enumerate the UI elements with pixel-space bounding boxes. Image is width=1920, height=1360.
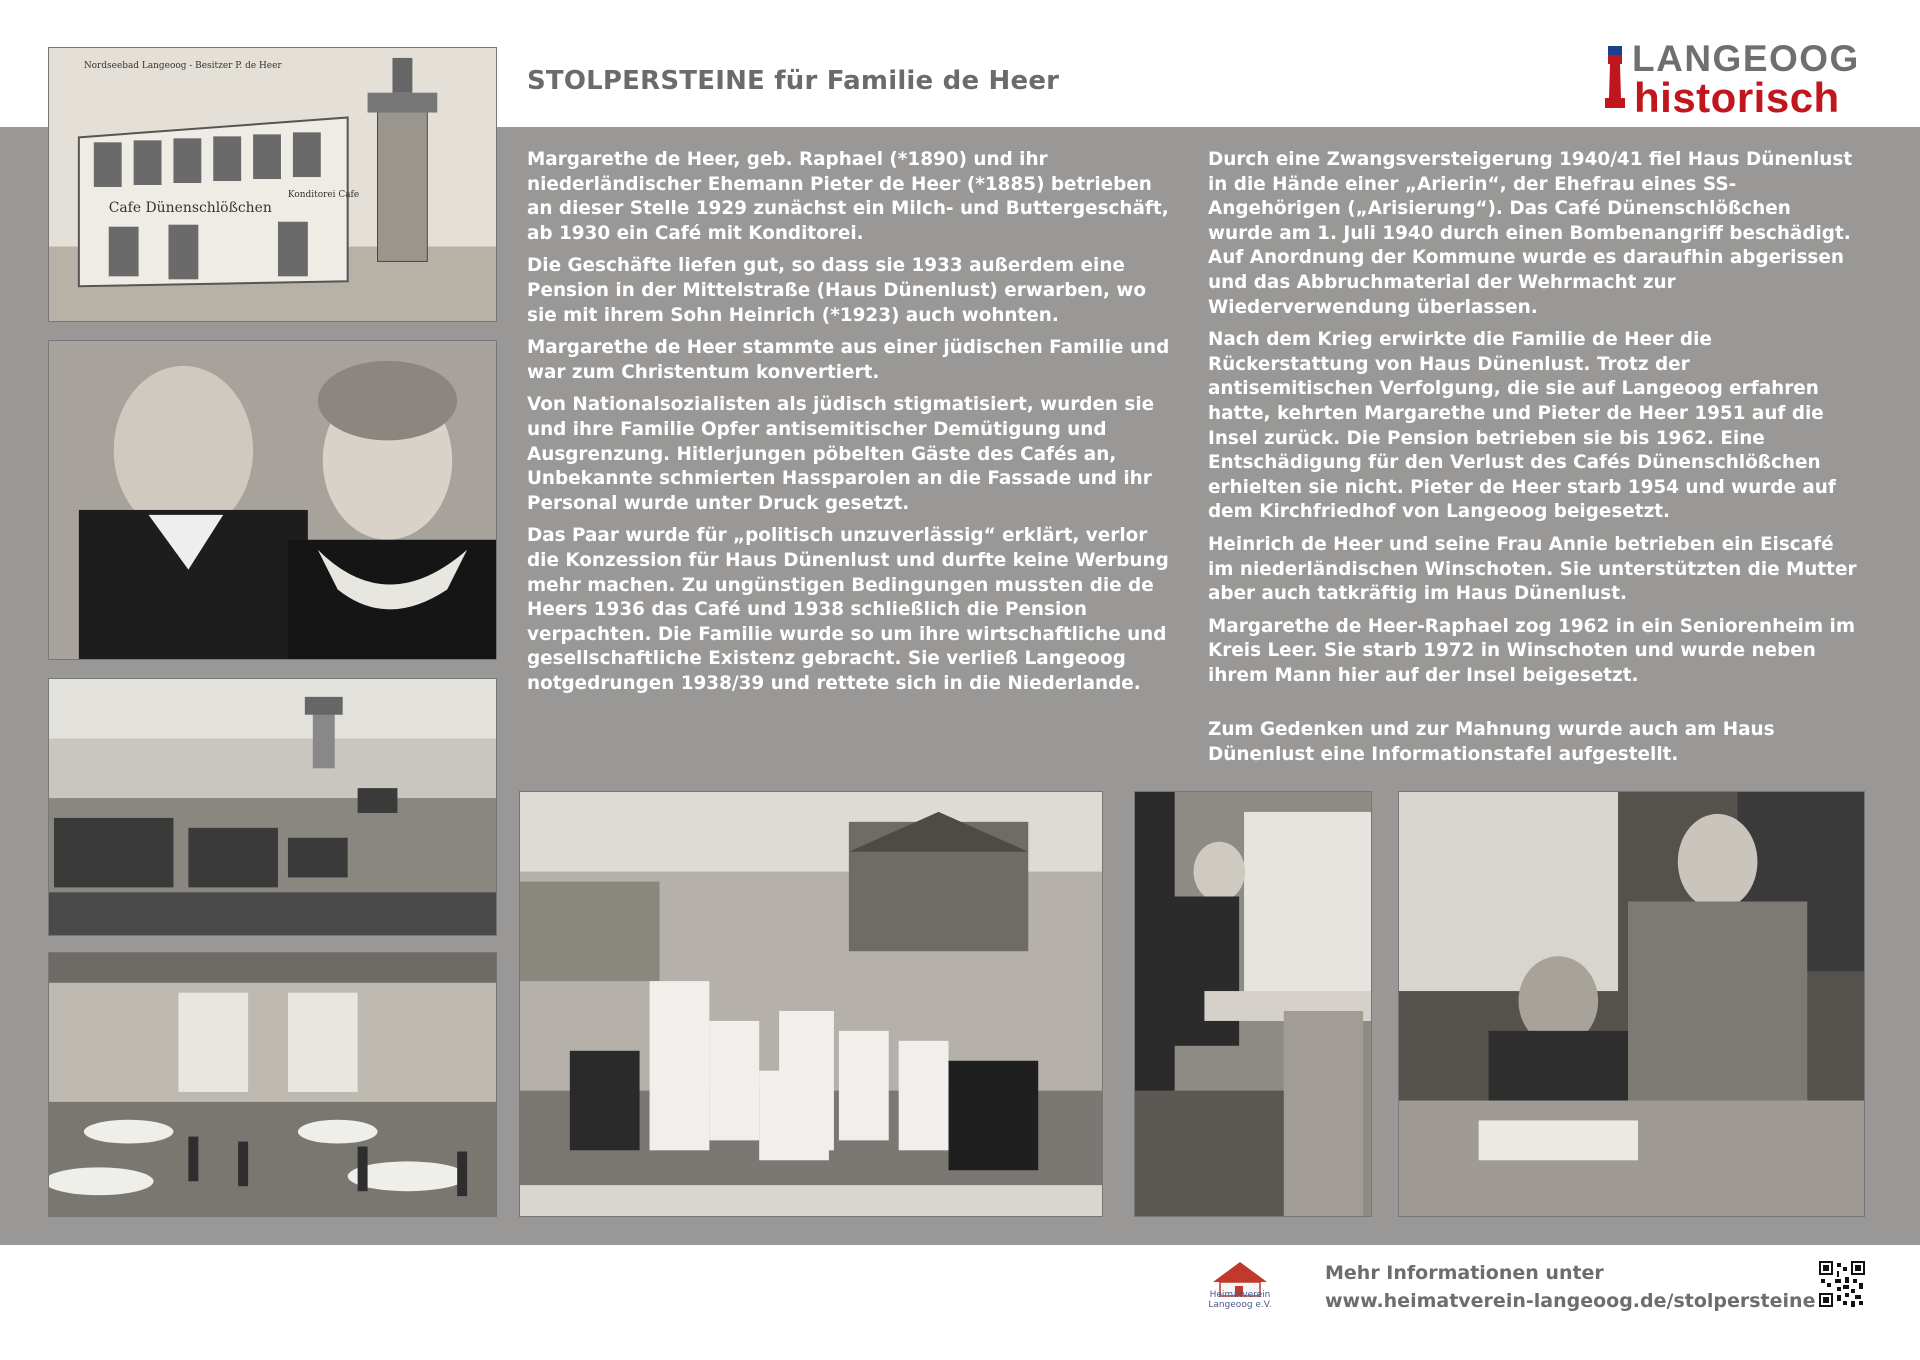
- paragraph: Margarethe de Heer-Raphael zog 1962 in ein Seniorenheim im Kreis Leer. Sie starb 1972 in Winschoten und wurde neben ihrem Mann hier auf der Insel beigesetzt.: [1208, 615, 1856, 686]
- photo-staff-group: [519, 791, 1103, 1217]
- photo-village-aerial: [48, 678, 497, 936]
- text-column-right: [1208, 148, 1858, 776]
- paragraph: Margarethe de Heer stammte aus einer jüdischen Familie und war zum Christentum konvertiert.: [527, 337, 1170, 383]
- lighthouse-flag-icon: [1600, 38, 1626, 118]
- paragraph: Durch eine Zwangsversteigerung 1940/41 fiel Haus Dünenlust in die Hände einer „Arierin“, der Ehefrau eines SS-Angehörigen („Arisierung“). Das Café Dünenschlößchen wurde am 1. Juli 1940 durch einen Bombenangriff beschädigt. Auf Anordnung der Kommune wurde es daraufhin abgerissen und das Abbruchmaterial der Wehrmacht zur Wiederverwendung überlassen.: [1208, 149, 1853, 318]
- paragraph: Von Nationalsozialisten als jüdisch stigmatisiert, wurden sie und ihre Familie Opfer antisemitischer Demütigung und Ausgrenzung. Hitlerjungen pöbelten Gäste des Cafés an, Unbekannte schmierten Hassparolen an die Fassade und ihr Personal wurde unter Druck gesetzt.: [527, 394, 1155, 514]
- photo-boy-at-window: [1134, 791, 1372, 1217]
- logo-text-historisch: historisch: [1634, 74, 1840, 121]
- text-column-left: [527, 148, 1177, 704]
- cafe-sign: Cafe Dünenschlößchen: [108, 199, 272, 216]
- konditorei-sign: Konditorei Cafe: [287, 189, 360, 200]
- paragraph: Heinrich de Heer und seine Frau Annie betrieben ein Eiscafé im niederländischen Winschoten. Sie unterstützten die Mutter aber auch tatkräftig im Haus Dünenlust.: [1208, 533, 1857, 605]
- langeoog-historisch-logo: [1600, 38, 1870, 128]
- paragraph: Das Paar wurde für „politisch unzuverlässig“ erklärt, verlor die Konzession für Haus Dünenlust und durfte keine Werbung mehr machen. Zu ungünstigen Bedingungen mussten die de Heers 1936 das Café und 1938 schließlich die Pension verpachten. Die Familie wurde so um ihre wirtschaftliche und gesellschaftliche Existenz gebracht. Sie verließ Langeoog notgedrungen 1938/39 und rettete sich in die Niederlande.: [527, 525, 1169, 694]
- logo-text-langeoog: LANGEOOG: [1632, 38, 1860, 79]
- more-info-url[interactable]: www.heimatverein-langeoog.de/stolpersteine: [1325, 1290, 1816, 1312]
- more-info-label: Mehr Informationen unter: [1325, 1262, 1604, 1284]
- paragraph-memorial: Zum Gedenken und zur Mahnung wurde auch am Haus Dünenlust eine Informationstafel aufgestellt.: [1208, 719, 1775, 766]
- page-title: STOLPERSTEINE für Familie de Heer: [527, 66, 1060, 96]
- postcard-caption: Nordseebad Langeoog - Besitzer P. de Heer: [83, 60, 282, 71]
- photo-couple-at-table: [1398, 791, 1865, 1217]
- paragraph: Margarethe de Heer, geb. Raphael (*1890) und ihr niederländischer Ehemann Pieter de Heer (*1885) betrieben an dieser Stelle 1929 zunächst ein Milch- und Buttergeschäft, ab 1930 ein Café mit Konditorei.: [527, 149, 1169, 244]
- paragraph: Die Geschäfte liefen gut, so dass sie 1933 außerdem eine Pension in der Mittelstraße (Haus Dünenlust) erwarben, wo sie mit ihrem Sohn Heinrich (*1923) auch wohnten.: [527, 255, 1146, 326]
- heimatverein-logo-text: Heimatverein Langeoog e.V.: [1208, 1290, 1272, 1310]
- photo-cafe-postcard: [48, 47, 497, 322]
- photo-couple-portrait: [48, 340, 497, 660]
- paragraph: Nach dem Krieg erwirkte die Familie de Heer die Rückerstattung von Haus Dünenlust. Trotz der antisemitischen Verfolgung, die sie auf Langeoog erfahren hatte, kehrten Margarethe und Pieter de Heer 1951 auf die Insel zurück. Die Pension betrieben sie bis 1962. Eine Entschädigung für den Verlust des Cafés Dünenschlößchen erhielten sie nicht. Pieter de Heer starb 1954 und wurde auf dem Kirchfriedhof von Langeoog beigesetzt.: [1208, 329, 1836, 523]
- photo-cafe-interior: [48, 952, 497, 1217]
- qr-code-icon[interactable]: [1819, 1261, 1865, 1307]
